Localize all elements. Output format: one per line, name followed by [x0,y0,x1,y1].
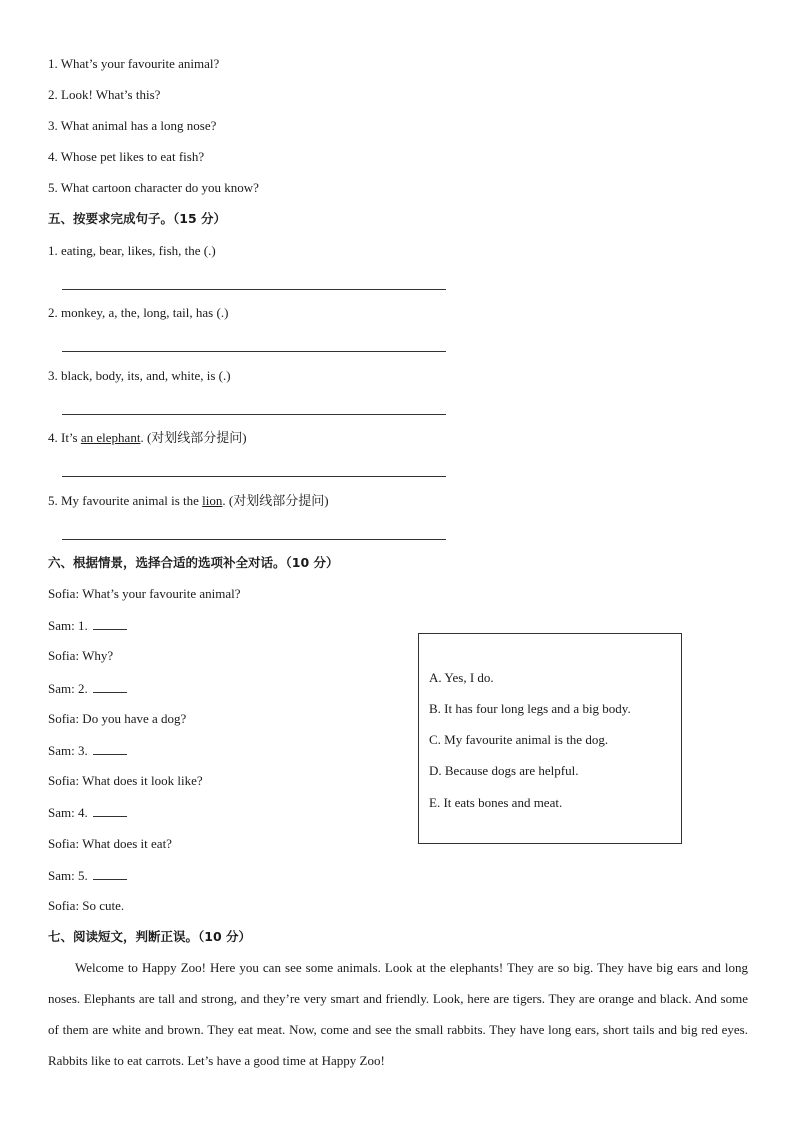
sentence-item-3: 3. black, body, its, and, white, is (.) [48,368,231,383]
sentence-item-5-underlined: lion [202,493,223,508]
answer-blank-2[interactable] [93,680,127,693]
dialogue-line-10 [48,867,127,884]
sentence-item-5 [48,493,329,509]
dialogue-speaker-text: Sam: 5. [48,868,88,883]
answer-line-5[interactable] [62,539,446,540]
sentence-item-4-underlined: an elephant [80,430,141,445]
answer-blank-1[interactable] [93,617,127,630]
question-1: 1. What’s your favourite animal? [48,56,220,71]
dialogue-line-8 [48,804,127,821]
sentence-item-4 [48,430,247,446]
answer-blank-3[interactable] [93,742,127,755]
dialogue-line-6 [48,742,127,759]
reading-passage: Welcome to Happy Zoo! Here you can see some animals. Look at the elephants! They are so big. They have big ears and long noses. Elephants are tall and strong, and they’re very smart and friendly. Look, here are tigers. They are orange and black. And some of them are white and brown. They eat meat. Now, come and see the small rabbits. They have long ears, short tails and big red eyes. Rabbits like to eat carrots. Let’s have a good time at Happy Zoo! [48,960,748,1068]
question-4: 4. Whose pet likes to eat fish? [48,149,205,164]
sentence-item-4-post: . (对划线部分提问) [140,430,247,445]
section6-heading: 六、根据情景，选择合适的选项补全对话。（10 分） [48,555,339,570]
answer-line-2[interactable] [62,351,446,352]
option-e: E. It eats bones and meat. [429,795,563,810]
dialogue-line-9: Sofia: What does it eat? [48,836,172,851]
option-c: C. My favourite animal is the dog. [429,732,609,747]
answer-blank-4[interactable] [93,804,127,817]
section5-heading: 五、按要求完成句子。（15 分） [48,211,226,226]
dialogue-line-3: Sofia: Why? [48,648,114,663]
answer-blank-5[interactable] [93,867,127,880]
sentence-item-5-post: . (对划线部分提问) [222,493,329,508]
sentence-item-5-pre: 5. My favourite animal is the [48,493,203,508]
options-box [418,633,682,844]
option-d: D. Because dogs are helpful. [429,763,579,778]
sentence-item-2: 2. monkey, a, the, long, tail, has (.) [48,305,229,320]
dialogue-line-1: Sofia: What’s your favourite animal? [48,586,241,601]
dialogue-line-11: Sofia: So cute. [48,898,125,913]
sentence-item-4-pre: 4. It’s [48,430,81,445]
dialogue-speaker-text: Sam: 4. [48,805,88,820]
answer-line-4[interactable] [62,476,446,477]
option-a: A. Yes, I do. [429,670,494,685]
question-2: 2. Look! What’s this? [48,87,161,102]
dialogue-line-2 [48,617,127,634]
answer-line-3[interactable] [62,414,446,415]
question-5: 5. What cartoon character do you know? [48,180,259,195]
dialogue-speaker-text: Sam: 1. [48,618,88,633]
sentence-item-1: 1. eating, bear, likes, fish, the (.) [48,243,216,258]
dialogue-line-7: Sofia: What does it look like? [48,773,203,788]
question-3: 3. What animal has a long nose? [48,118,217,133]
answer-line-1[interactable] [62,289,446,290]
dialogue-line-5: Sofia: Do you have a dog? [48,711,187,726]
dialogue-speaker-text: Sam: 3. [48,743,88,758]
section7-heading: 七、阅读短文，判断正误。（10 分） [48,929,251,944]
option-b: B. It has four long legs and a big body. [429,701,631,716]
dialogue-line-4 [48,680,127,697]
dialogue-speaker-text: Sam: 2. [48,681,88,696]
